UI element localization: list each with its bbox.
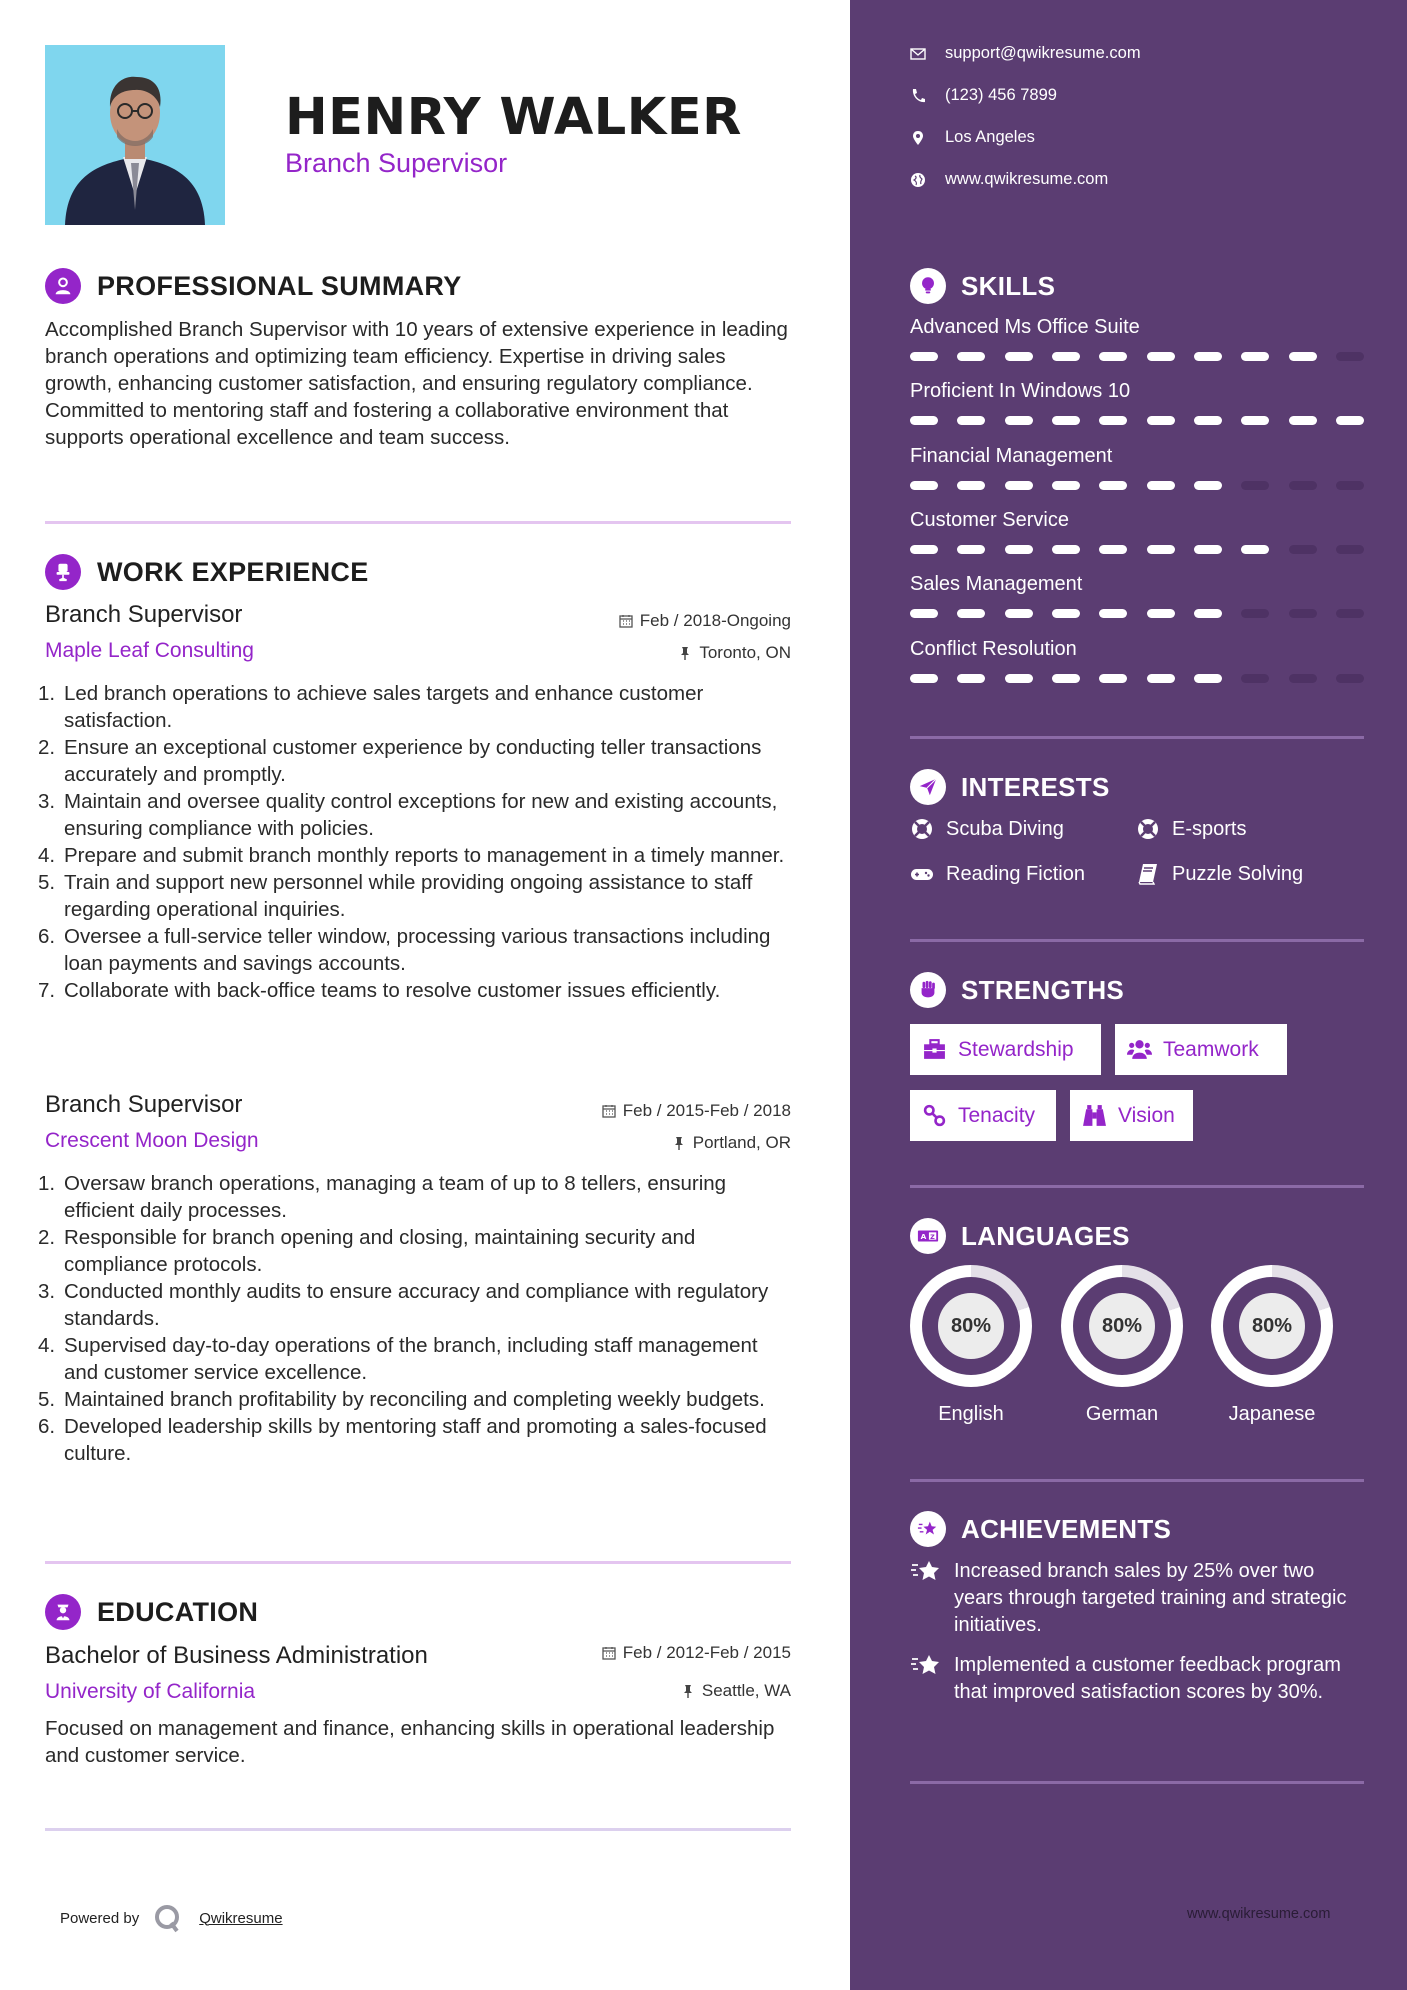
- rating-dot: [1099, 609, 1127, 618]
- divider: [45, 521, 791, 524]
- interest-item: Puzzle Solving: [1136, 862, 1303, 886]
- rating-dot: [1099, 481, 1127, 490]
- rating-dot: [957, 545, 985, 554]
- portrait-photo-icon: [45, 45, 225, 225]
- school: University of California: [45, 1680, 256, 1703]
- job-location: [678, 643, 791, 663]
- list-item: 1. Oversaw branch operations, managing a team of up to 8 tellers, ensuring efficient daily processes.: [38, 1172, 727, 1222]
- skill-rating: [910, 609, 1364, 618]
- language-name: Japanese: [1228, 1403, 1316, 1425]
- phone-icon: [910, 88, 926, 104]
- rating-dot: [1194, 545, 1222, 554]
- pushpin-icon: [672, 1136, 686, 1150]
- link-icon: [922, 1103, 947, 1128]
- skill-rating: [910, 674, 1364, 683]
- rating-dot: [1052, 416, 1080, 425]
- rating-dot: [1336, 416, 1364, 425]
- rating-dot: [1194, 674, 1222, 683]
- rating-dot: [1336, 674, 1364, 683]
- rating-dot: [1099, 352, 1127, 361]
- skill-item: [910, 509, 1364, 554]
- language-item: [910, 1265, 1032, 1426]
- divider: [45, 1828, 791, 1831]
- rating-dot: [1005, 609, 1033, 618]
- rating-dot: [1052, 609, 1080, 618]
- users-icon: [1127, 1037, 1152, 1062]
- rating-dot: [1099, 674, 1127, 683]
- lifebuoy-icon: [1136, 817, 1160, 841]
- svg-text:A: A: [920, 1232, 927, 1242]
- job-company: Maple Leaf Consulting: [45, 639, 254, 662]
- rating-dot: [1099, 545, 1127, 554]
- skill-name: Sales Management: [910, 573, 1083, 595]
- job-location: [672, 1133, 791, 1153]
- shooting-star-icon: [910, 1652, 942, 1678]
- contact-location: Los Angeles: [910, 128, 1035, 147]
- rating-dot: [1336, 545, 1364, 554]
- skill-name: Advanced Ms Office Suite: [910, 316, 1140, 338]
- rating-dot: [1005, 674, 1033, 683]
- divider: [910, 1185, 1364, 1188]
- toolbox-icon: [922, 1037, 947, 1062]
- divider: [910, 1479, 1364, 1482]
- rating-dot: [1241, 481, 1269, 490]
- calendar-icon: [602, 1646, 616, 1660]
- divider: [910, 736, 1364, 739]
- list-item: 4. Supervised day-to-day operations of the branch, including staff management and customer service excellence.: [38, 1334, 758, 1384]
- education-heading: [45, 1594, 258, 1630]
- svg-text:Z: Z: [930, 1232, 935, 1241]
- strength-chip: Tenacity: [910, 1090, 1056, 1141]
- rating-dot: [1052, 545, 1080, 554]
- interests-title: INTERESTS: [961, 771, 1110, 802]
- education-location: [681, 1681, 791, 1701]
- skill-item: [910, 638, 1364, 683]
- calendar-icon: [619, 614, 633, 628]
- language-progress-ring: [910, 1265, 1032, 1387]
- rating-dot: [957, 352, 985, 361]
- gamepad-icon: [910, 862, 934, 886]
- rating-dot: [957, 609, 985, 618]
- achievement-item: [910, 1652, 1364, 1706]
- rating-dot: [1241, 609, 1269, 618]
- rating-dot: [957, 481, 985, 490]
- divider: [910, 1781, 1364, 1784]
- qwikresume-link[interactable]: Qwikresume: [199, 1909, 283, 1927]
- rating-dot: [910, 481, 938, 490]
- list-item: 2. Ensure an exceptional customer experience by conducting teller transactions accurately and promptly.: [38, 736, 762, 786]
- skill-item: [910, 380, 1364, 425]
- skill-rating: [910, 352, 1364, 361]
- job-title: Branch Supervisor: [45, 601, 243, 628]
- skill-name: Conflict Resolution: [910, 638, 1077, 660]
- rating-dot: [910, 416, 938, 425]
- graduate-icon: [45, 1594, 81, 1630]
- interest-item: Scuba Diving: [910, 817, 1064, 841]
- achievement-item: [910, 1558, 1364, 1639]
- calendar-icon: [602, 1104, 616, 1118]
- list-item: 6. Developed leadership skills by mentoring staff and promoting a sales-focused culture.: [38, 1415, 767, 1465]
- list-item: 4. Prepare and submit branch monthly reports to management in a timely manner.: [38, 844, 785, 867]
- rating-dot: [1005, 352, 1033, 361]
- rating-dot: [1194, 481, 1222, 490]
- paper-plane-icon: [910, 769, 946, 805]
- language-progress-ring: [1211, 1265, 1333, 1387]
- skill-name: Financial Management: [910, 445, 1113, 467]
- rating-dot: [1194, 352, 1222, 361]
- rating-dot: [910, 352, 938, 361]
- rating-dot: [1241, 674, 1269, 683]
- rating-dot: [1052, 481, 1080, 490]
- rating-dot: [1289, 481, 1317, 490]
- list-item: 6. Oversee a full-service teller window, processing various transactions including loan payments and savings accounts.: [38, 925, 771, 975]
- globe-icon: [910, 172, 926, 188]
- rating-dot: [1194, 416, 1222, 425]
- rating-dot: [1147, 674, 1175, 683]
- job-bullets: [38, 1170, 793, 1467]
- shooting-star-icon: [910, 1511, 946, 1547]
- divider: [910, 939, 1364, 942]
- education-dates: [602, 1643, 791, 1663]
- achievements-title: ACHIEVEMENTS: [961, 1513, 1172, 1544]
- pushpin-icon: [678, 646, 692, 660]
- languages-title: LANGUAGES: [961, 1220, 1130, 1251]
- map-pin-icon: [910, 130, 926, 146]
- job-dates-text: Feb / 2015-Feb / 2018: [622, 1101, 791, 1120]
- divider: [45, 1561, 791, 1564]
- skill-name: Proficient In Windows 10: [910, 380, 1131, 402]
- job-dates: [602, 1101, 791, 1121]
- skills-title: SKILLS: [961, 270, 1056, 301]
- job-title: Branch Supervisor: [45, 1091, 243, 1118]
- languages-heading: [910, 1218, 1130, 1254]
- candidate-role: Branch Supervisor: [285, 148, 508, 178]
- rating-dot: [1099, 416, 1127, 425]
- achievements-heading: [910, 1511, 1171, 1547]
- summary-text: Accomplished Branch Supervisor with 10 years of extensive experience in leading branch operations and optimizing team efficiency. Expertise in driving sales growth, enhancing customer satisfaction, and ensuring regulatory compliance. Committed to mentoring staff and fostering a collaborative environment that supports operational excellence and team success.: [45, 318, 788, 449]
- strength-chip: Vision: [1070, 1090, 1193, 1141]
- degree: Bachelor of Business Administration: [45, 1642, 428, 1669]
- user-icon: [45, 268, 81, 304]
- list-item: 7. Collaborate with back-office teams to resolve customer issues efficiently.: [38, 979, 721, 1002]
- language-percent: 80%: [1239, 1293, 1305, 1359]
- job-dates: [619, 611, 791, 631]
- pushpin-icon: [681, 1684, 695, 1698]
- list-item: 3. Conducted monthly audits to ensure accuracy and compliance with regulatory standards.: [38, 1280, 769, 1330]
- rating-dot: [910, 545, 938, 554]
- job-company: Crescent Moon Design: [45, 1129, 259, 1152]
- rating-dot: [1005, 416, 1033, 425]
- interest-item: Reading Fiction: [910, 862, 1085, 886]
- office-chair-icon: [45, 554, 81, 590]
- footer-website: www.qwikresume.com: [1187, 1906, 1331, 1922]
- lifebuoy-icon: [910, 817, 934, 841]
- sidebar: [850, 0, 1407, 1990]
- rating-dot: [1289, 609, 1317, 618]
- skill-rating: [910, 481, 1364, 490]
- contact-website: www.qwikresume.com: [910, 170, 1108, 189]
- list-item: 5. Maintained branch profitability by reconciling and completing weekly budgets.: [38, 1388, 765, 1411]
- skill-item: [910, 573, 1364, 618]
- rating-dot: [1052, 352, 1080, 361]
- rating-dot: [1052, 674, 1080, 683]
- rating-dot: [1005, 545, 1033, 554]
- strength-chip: Stewardship: [910, 1024, 1101, 1075]
- rating-dot: [1147, 481, 1175, 490]
- strengths-heading: [910, 972, 1124, 1008]
- powered-by: [60, 1903, 283, 1933]
- powered-by-label: Powered by: [60, 1909, 140, 1927]
- rating-dot: [1289, 416, 1317, 425]
- skill-item: [910, 445, 1364, 490]
- interests-heading: [910, 769, 1110, 805]
- binoculars-icon: [1082, 1103, 1107, 1128]
- summary-title: PROFESSIONAL SUMMARY: [97, 270, 462, 301]
- language-item: [1211, 1265, 1333, 1426]
- language-name: English: [938, 1403, 1004, 1425]
- rating-dot: [1289, 352, 1317, 361]
- strength-chip: Teamwork: [1115, 1024, 1287, 1075]
- interest-item: E-sports: [1136, 817, 1246, 841]
- rating-dot: [1194, 609, 1222, 618]
- list-item: 1. Led branch operations to achieve sales targets and enhance customer satisfaction.: [38, 682, 704, 732]
- rating-dot: [1005, 481, 1033, 490]
- rating-dot: [1336, 481, 1364, 490]
- education-dates-text: Feb / 2012-Feb / 2015: [622, 1643, 791, 1662]
- skills-heading: [910, 268, 1055, 304]
- profile-photo: [45, 45, 225, 225]
- summary-heading: [45, 268, 462, 304]
- list-item: 3. Maintain and oversee quality control exceptions for new and existing accounts, ensuring compliance with policies.: [38, 790, 778, 840]
- list-item: 2. Responsible for branch opening and closing, maintaining security and compliance protocols.: [38, 1226, 696, 1276]
- contact-email: support@qwikresume.com: [910, 44, 1141, 63]
- education-location-text: Seattle, WA: [701, 1681, 791, 1700]
- skill-rating: [910, 416, 1364, 425]
- rating-dot: [1336, 609, 1364, 618]
- rating-dot: [1147, 416, 1175, 425]
- education-title: EDUCATION: [97, 1596, 259, 1627]
- list-item: 5. Train and support new personnel while providing ongoing assistance to staff regarding operational inquiries.: [38, 871, 753, 921]
- rating-dot: [1289, 674, 1317, 683]
- qwikresume-logo-icon: [153, 1903, 183, 1933]
- education-description: Focused on management and finance, enhancing skills in operational leadership and customer service.: [45, 1717, 775, 1767]
- job-location-text: Toronto, ON: [699, 643, 791, 662]
- rating-dot: [957, 416, 985, 425]
- rating-dot: [910, 609, 938, 618]
- rating-dot: [1241, 416, 1269, 425]
- skill-item: [910, 316, 1364, 361]
- lightbulb-icon: [910, 268, 946, 304]
- shooting-star-icon: [910, 1558, 942, 1584]
- language-progress-ring: [1061, 1265, 1183, 1387]
- language-percent: 80%: [1089, 1293, 1155, 1359]
- rating-dot: [910, 674, 938, 683]
- rating-dot: [1147, 352, 1175, 361]
- skill-rating: [910, 545, 1364, 554]
- rating-dot: [957, 674, 985, 683]
- experience-heading: [45, 554, 369, 590]
- book-icon: [1136, 862, 1160, 886]
- job-location-text: Portland, OR: [692, 1133, 791, 1152]
- language-name: German: [1085, 1403, 1159, 1425]
- translate-icon: [910, 1218, 946, 1254]
- skill-name: Customer Service: [910, 509, 1069, 531]
- envelope-icon: [910, 46, 926, 62]
- rating-dot: [1289, 545, 1317, 554]
- achievement-text: Increased branch sales by 25% over two years through targeted training and strategic initiatives.: [954, 1560, 1347, 1636]
- candidate-name: HENRY WALKER: [285, 88, 742, 147]
- language-percent: 80%: [938, 1293, 1004, 1359]
- job-bullets: [38, 680, 793, 1004]
- rating-dot: [1336, 352, 1364, 361]
- contact-phone: (123) 456 7899: [910, 86, 1057, 105]
- language-item: [1061, 1265, 1183, 1426]
- rating-dot: [1147, 545, 1175, 554]
- rating-dot: [1241, 352, 1269, 361]
- rating-dot: [1147, 609, 1175, 618]
- strengths-title: STRENGTHS: [961, 974, 1125, 1005]
- rating-dot: [1241, 545, 1269, 554]
- achievement-text: Implemented a customer feedback program that improved satisfaction scores by 30%.: [954, 1654, 1341, 1703]
- job-dates-text: Feb / 2018-Ongoing: [639, 611, 791, 630]
- experience-title: WORK EXPERIENCE: [97, 556, 369, 587]
- fist-icon: [910, 972, 946, 1008]
